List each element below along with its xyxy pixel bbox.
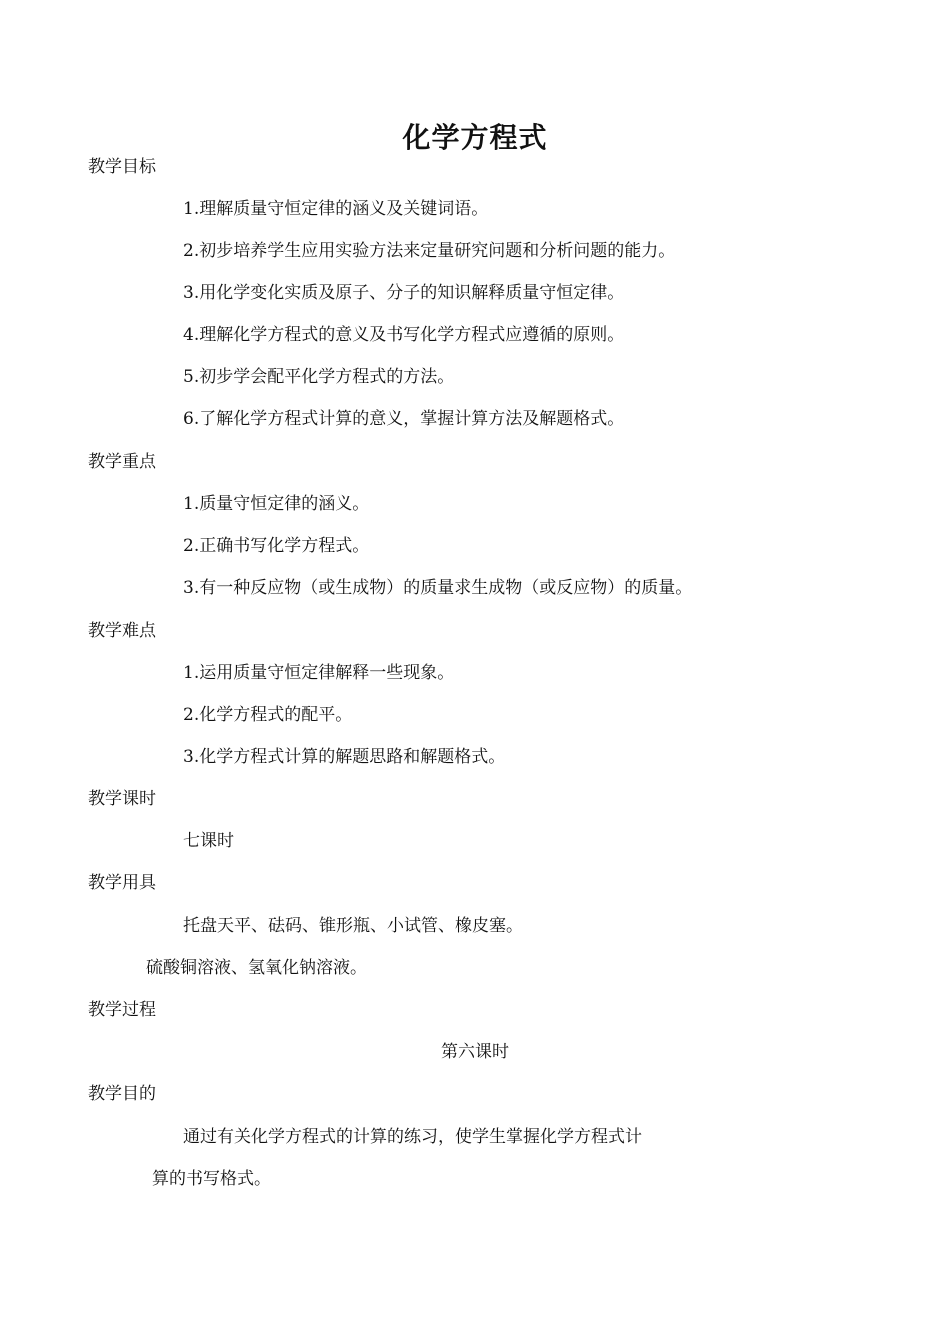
difficulty-item-2: 2.化学方程式的配平。	[183, 705, 353, 725]
key-point-item-1: 1.质量守恒定律的涵义。	[183, 494, 370, 514]
section-heading-goals: 教学目标	[88, 157, 156, 177]
document-title: 化学方程式	[402, 121, 548, 154]
key-point-item-3: 3.有一种反应物（或生成物）的质量求生成物（或反应物）的质量。	[183, 578, 693, 598]
section-heading-key-points: 教学重点	[88, 452, 156, 472]
session-title: 第六课时	[441, 1042, 509, 1062]
section-heading-difficulties: 教学难点	[88, 621, 156, 641]
tools-line-1: 托盘天平、砝码、锥形瓶、小试管、橡皮塞。	[183, 916, 523, 936]
key-point-item-2: 2.正确书写化学方程式。	[183, 536, 370, 556]
section-heading-tools: 教学用具	[88, 873, 156, 893]
goal-item-5: 5.初步学会配平化学方程式的方法。	[183, 367, 455, 387]
goal-item-1: 1.理解质量守恒定律的涵义及关键词语。	[183, 199, 489, 219]
purpose-line-2: 算的书写格式。	[152, 1169, 271, 1189]
goal-item-3: 3.用化学变化实质及原子、分子的知识解释质量守恒定律。	[183, 283, 625, 303]
difficulty-item-3: 3.化学方程式计算的解题思路和解题格式。	[183, 747, 506, 767]
tools-line-2: 硫酸铜溶液、氢氧化钠溶液。	[146, 958, 367, 978]
goal-item-2: 2.初步培养学生应用实验方法来定量研究问题和分析问题的能力。	[183, 241, 676, 261]
difficulty-item-1: 1.运用质量守恒定律解释一些现象。	[183, 663, 455, 683]
goal-item-6: 6.了解化学方程式计算的意义，掌握计算方法及解题格式。	[183, 409, 625, 429]
section-heading-hours: 教学课时	[88, 789, 156, 809]
section-heading-process: 教学过程	[88, 1000, 156, 1020]
hours-value: 七课时	[183, 831, 234, 851]
section-heading-purpose: 教学目的	[88, 1084, 156, 1104]
purpose-line-1: 通过有关化学方程式的计算的练习，使学生掌握化学方程式计	[183, 1127, 642, 1147]
goal-item-4: 4.理解化学方程式的意义及书写化学方程式应遵循的原则。	[183, 325, 625, 345]
